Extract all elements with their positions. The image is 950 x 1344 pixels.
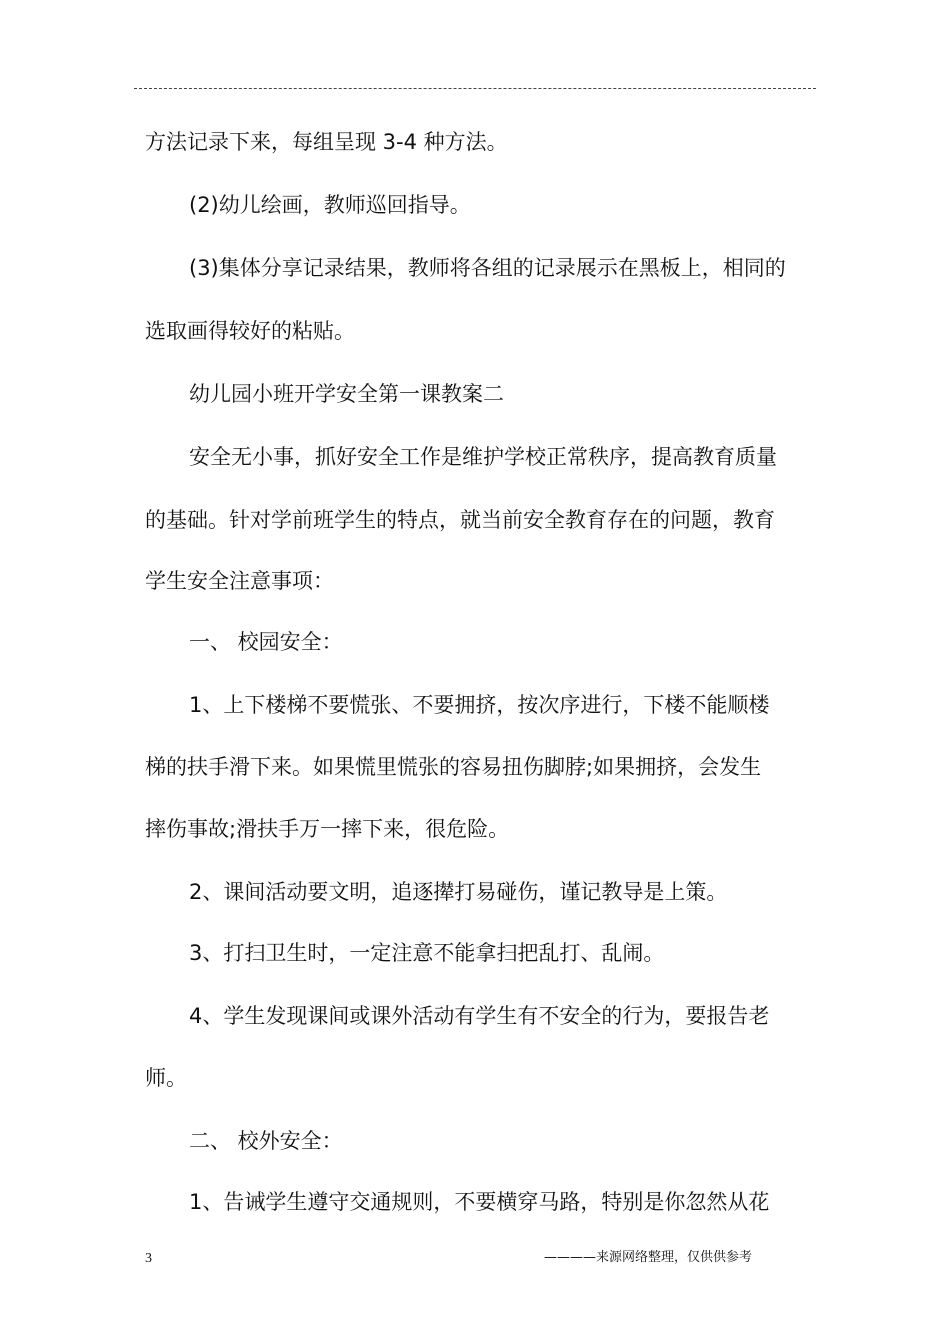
text-line: 师。 <box>145 1066 187 1090</box>
list-heading: 一、 校园安全： <box>189 630 343 654</box>
text-line: 方法记录下来，每组呈现 3-4 种方法。 <box>145 130 508 154</box>
text-line: 学生安全注意事项： <box>145 569 334 593</box>
list-item: 1、告诫学生遵守交通规则，不要横穿马路，特别是你忽然从花 <box>189 1190 770 1214</box>
page-number: 3 <box>145 1251 152 1266</box>
list-heading: 二、 校外安全： <box>189 1129 343 1153</box>
text-line: 安全无小事，抓好安全工作是维护学校正常秩序，提高教育质量 <box>189 445 777 469</box>
list-item: 3、打扫卫生时，一定注意不能拿扫把乱打、乱闹。 <box>189 941 665 965</box>
text-line: (2)幼儿绘画，教师巡回指导。 <box>189 193 471 217</box>
text-line: 的基础。针对学前班学生的特点，就当前安全教育存在的问题，教育 <box>145 508 775 532</box>
source-note: ————来源网络整理，仅供供参考 <box>544 1250 753 1265</box>
text-line: 梯的扶手滑下来。如果慌里慌张的容易扭伤脚脖;如果拥挤，会发生 <box>145 755 762 779</box>
text-line: 选取画得较好的粘贴。 <box>145 319 355 343</box>
list-item: 2、课间活动要文明，追逐撵打易碰伤，谨记教导是上策。 <box>189 880 728 904</box>
section-heading: 幼儿园小班开学安全第一课教案二 <box>189 382 504 406</box>
text-line: 摔伤事故;滑扶手万一摔下来，很危险。 <box>145 817 510 841</box>
list-item: 1、上下楼梯不要慌张、不要拥挤，按次序进行，下楼不能顺楼 <box>189 693 770 717</box>
list-item: 4、学生发现课间或课外活动有学生有不安全的行为，要报告老 <box>189 1004 770 1028</box>
text-line: (3)集体分享记录结果，教师将各组的记录展示在黑板上，相同的 <box>189 256 786 280</box>
header-rule <box>134 88 816 89</box>
